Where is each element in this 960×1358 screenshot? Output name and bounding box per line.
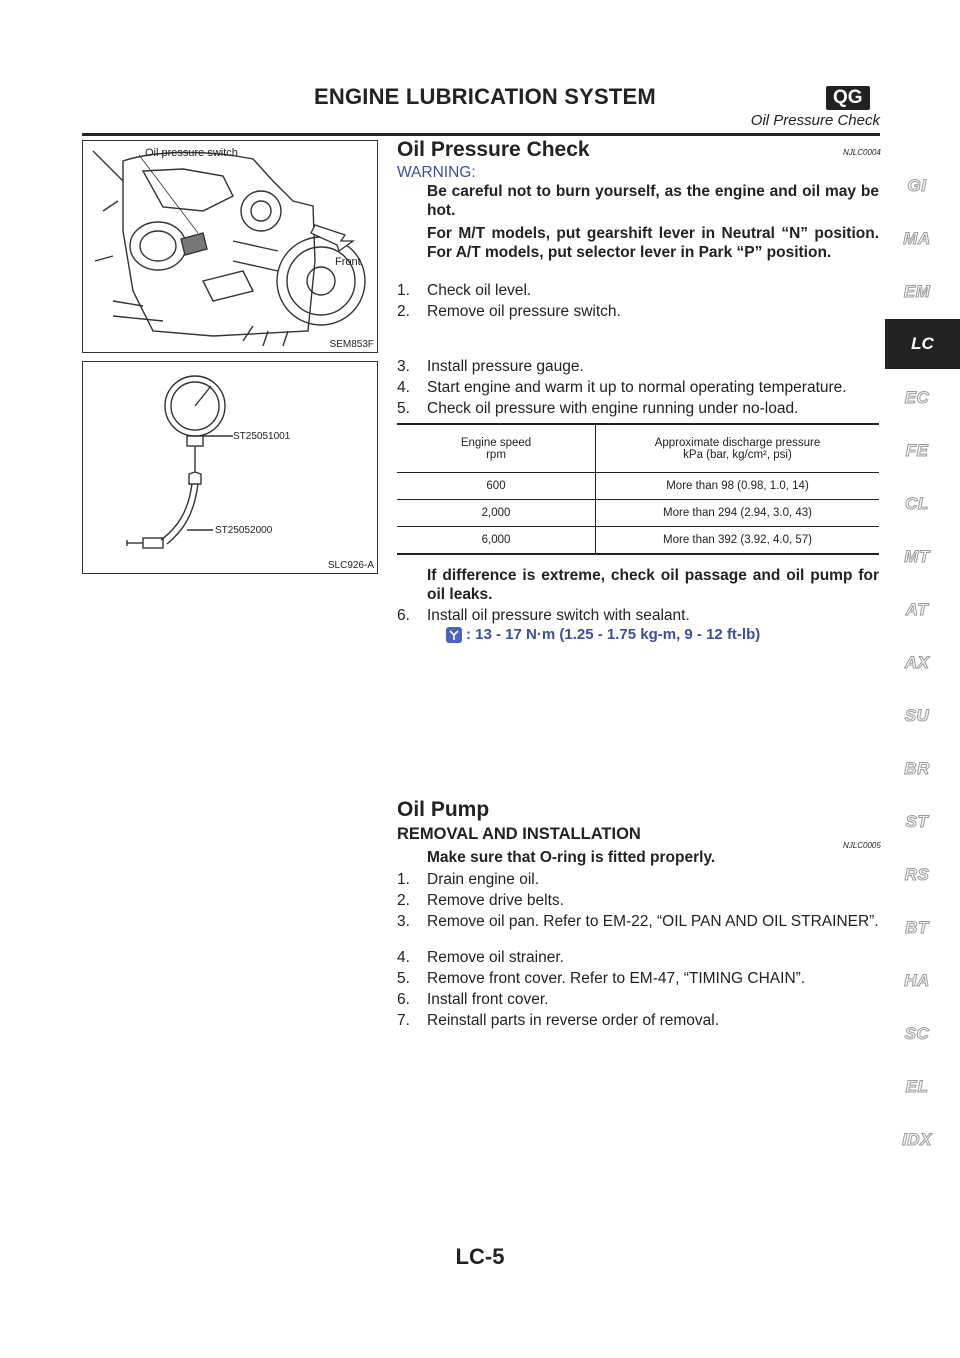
- table-row: 600 More than 98 (0.98, 1.0, 14): [397, 473, 879, 500]
- side-tab-idx[interactable]: IDX: [902, 1130, 932, 1149]
- side-tab-at[interactable]: AT: [905, 600, 929, 619]
- engine-illustration: [83, 141, 377, 352]
- list-item: 5. Remove front cover. Refer to EM-47, “TIMING CHAIN”.: [397, 970, 806, 987]
- side-tab-fe[interactable]: FE: [905, 441, 929, 460]
- leak-check-note: If difference is extreme, check oil passage and oil pump for oil leaks.: [427, 567, 879, 603]
- section-title-oil-pump: Oil Pump: [397, 798, 490, 821]
- callout-oil-pressure-switch: Oil pressure switch: [145, 147, 238, 159]
- side-tab-bt[interactable]: BT: [905, 918, 929, 937]
- list-item: 5. Check oil pressure with engine running under no-load.: [397, 400, 799, 417]
- figure-code: SEM853F: [329, 339, 374, 350]
- side-tab-rs[interactable]: RS: [904, 865, 930, 884]
- section-title-oil-pressure-check: Oil Pressure Check: [397, 138, 590, 161]
- torque-spec: : 13 - 17 N·m (1.25 - 1.75 kg-m, 9 - 12 ft-lb): [446, 626, 760, 643]
- torque-wrench-icon: [446, 627, 462, 643]
- side-tab-cl[interactable]: CL: [905, 494, 929, 513]
- figure-pressure-gauge: [82, 361, 378, 574]
- figure-oil-pressure-switch: [82, 140, 378, 353]
- table-header-row: [397, 424, 879, 473]
- header-engine-speed: Engine speed rpm: [397, 424, 596, 473]
- side-tab-su[interactable]: SU: [904, 706, 930, 725]
- oil-pressure-spec-table: [397, 423, 879, 555]
- header-rule: [82, 133, 880, 136]
- list-item: 4. Start engine and warm it up to normal operating temperature.: [397, 379, 847, 396]
- engine-badge: QG: [826, 86, 870, 110]
- gauge-illustration: [83, 362, 377, 573]
- list-item: 1. Drain engine oil.: [397, 871, 540, 888]
- list-item: 2. Remove oil pressure switch.: [397, 303, 621, 320]
- side-tab-ma[interactable]: MA: [903, 229, 931, 248]
- side-tab-st[interactable]: ST: [905, 812, 929, 831]
- side-tab-ax[interactable]: AX: [904, 653, 930, 672]
- warning-label: WARNING:: [397, 164, 476, 181]
- side-tab-el[interactable]: EL: [905, 1077, 929, 1096]
- side-tab-em[interactable]: EM: [903, 282, 931, 301]
- section-reference-code: NJLC0004: [843, 148, 881, 157]
- page-number: LC-5: [455, 1244, 505, 1269]
- part-number-gauge: ST25051001: [233, 431, 291, 442]
- header-discharge-pressure: Approximate discharge pressure kPa (bar, kg/cm², psi): [596, 424, 880, 473]
- side-tab-mt[interactable]: MT: [904, 547, 930, 566]
- list-item: 3. Remove oil pan. Refer to EM-22, “OIL PAN AND OIL STRAINER”.: [397, 913, 879, 930]
- list-item: 4. Remove oil strainer.: [397, 949, 564, 966]
- subsection-title-removal-installation: REMOVAL AND INSTALLATION: [397, 825, 641, 843]
- figure-code: SLC926-A: [327, 560, 374, 571]
- page-title: ENGINE LUBRICATION SYSTEM: [314, 84, 656, 109]
- callout-front: Front: [335, 256, 361, 268]
- side-tab-lc-active[interactable]: LC: [885, 319, 960, 369]
- o-ring-note: Make sure that O-ring is fitted properly.: [427, 849, 716, 866]
- list-item: 6. Install oil pressure switch with sealant.: [397, 607, 690, 624]
- subsection-reference-code: NJLC0005: [843, 841, 881, 850]
- list-item: 3. Install pressure gauge.: [397, 358, 584, 375]
- table-row: 2,000 More than 294 (2.94, 3.0, 43): [397, 500, 879, 527]
- side-tab-ec[interactable]: EC: [904, 388, 930, 407]
- list-item: 1. Check oil level.: [397, 282, 532, 299]
- part-number-hose: ST25052000: [215, 525, 273, 536]
- page-subtitle: Oil Pressure Check: [750, 112, 880, 129]
- warning-text-gear: For M/T models, put gearshift lever in Neutral “N” position. For A/T models, put selector lever in Park “P” position.: [427, 225, 879, 261]
- side-tab-ha[interactable]: HA: [904, 971, 930, 990]
- table-row: 6,000 More than 392 (3.92, 4.0, 57): [397, 527, 879, 555]
- list-item: 6. Install front cover.: [397, 991, 549, 1008]
- side-tab-gi[interactable]: GI: [907, 176, 927, 195]
- side-tab-sc[interactable]: SC: [904, 1024, 930, 1043]
- warning-text-burn: Be careful not to burn yourself, as the engine and oil may be hot.: [427, 183, 879, 219]
- list-item: 2. Remove drive belts.: [397, 892, 564, 909]
- side-tab-br[interactable]: BR: [904, 759, 930, 778]
- list-item: 7. Reinstall parts in reverse order of removal.: [397, 1012, 720, 1029]
